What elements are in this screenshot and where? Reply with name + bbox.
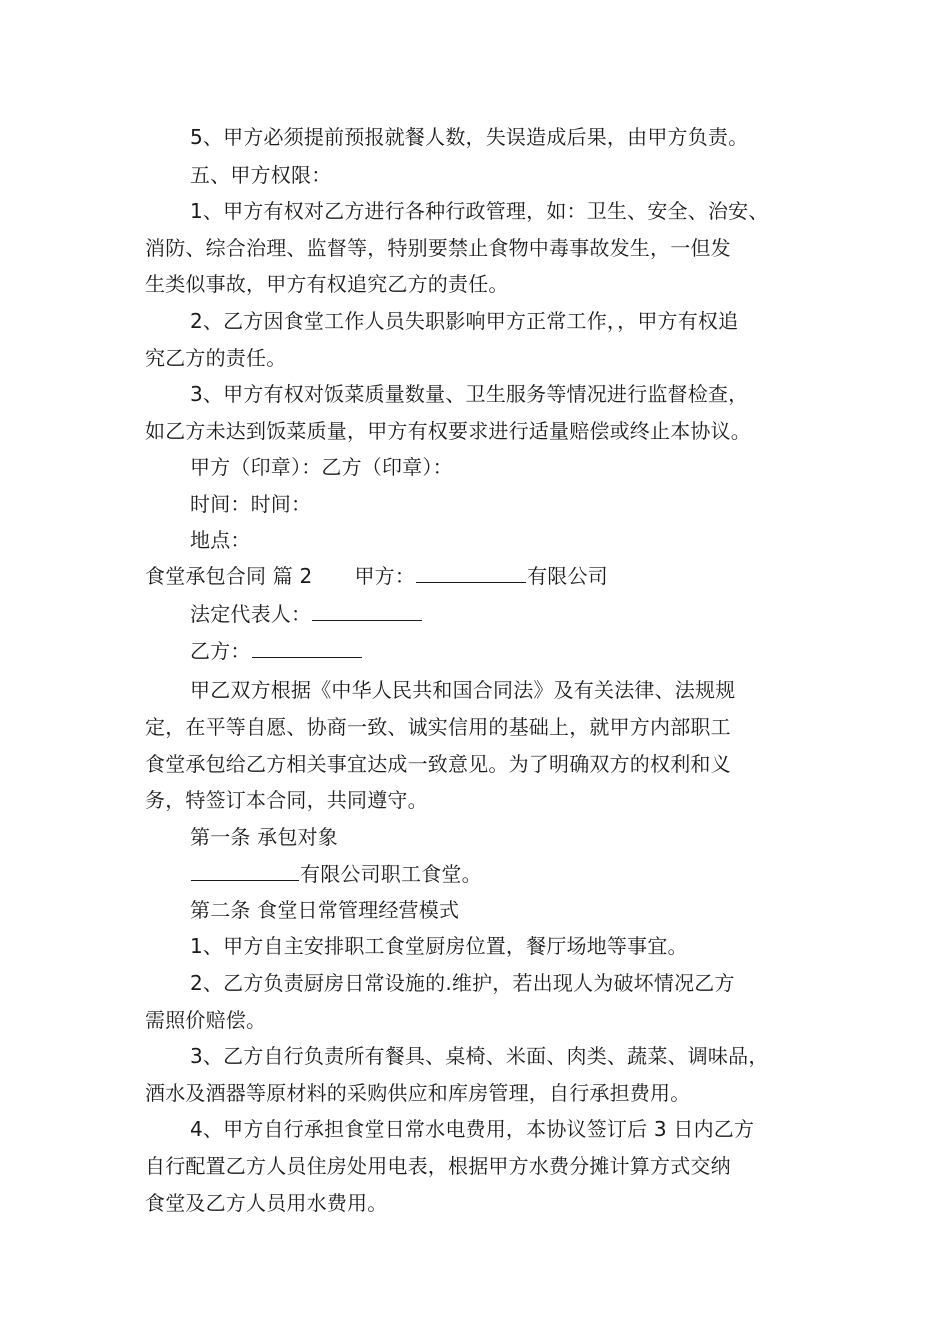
paragraph-line: 自行配置乙方人员住房处用电表，根据甲方水费分摊计算方式交纳 [145, 1154, 731, 1178]
paragraph-line: 务，特签订本合同，共同遵守。 [145, 788, 428, 812]
party-a-blank [416, 560, 526, 583]
paragraph-line: 3、甲方有权对饭菜质量数量、卫生服务等情况进行监督检查， [190, 382, 749, 406]
paragraph-line: 4、甲方自行承担食堂日常水电费用，本协议签订后 3 日内乙方 [190, 1117, 755, 1141]
paragraph-line: 1、甲方有权对乙方进行各种行政管理，如：卫生、安全、治安、 [190, 199, 769, 223]
section-heading: 五、甲方权限： [190, 163, 332, 187]
party-a-suffix: 有限公司 [527, 564, 608, 588]
paragraph-line: 酒水及酒器等原材料的采购供应和库房管理，自行承担费用。 [145, 1081, 691, 1105]
paragraph-line: 3、乙方自行负责所有餐具、桌椅、米面、肉类、蔬菜、调味品， [190, 1044, 769, 1068]
party-b-line [190, 635, 363, 666]
party-b-blank [252, 635, 362, 658]
paragraph-line: 2、乙方因食堂工作人员失职影响甲方正常工作，，甲方有权追 [190, 309, 739, 333]
article-heading: 第一条 承包对象 [190, 825, 338, 849]
paragraph-line: 需照价赔偿。 [145, 1008, 267, 1032]
paragraph-line: 食堂承包给乙方相关事宜达成一致意见。为了明确双方的权利和义 [145, 752, 731, 776]
paragraph-line: 如乙方未达到饭菜质量，甲方有权要求进行适量赔偿或终止本协议。 [145, 419, 751, 443]
paragraph-line: 2、乙方负责厨房日常设施的.维护，若出现人为破坏情况乙方 [190, 971, 735, 995]
paragraph-line: 食堂及乙方人员用水费用。 [145, 1191, 388, 1215]
paragraph-line: 甲乙双方根据《中华人民共和国合同法》及有关法律、法规规 [190, 678, 736, 702]
company-blank [191, 858, 299, 881]
article-heading: 第二条 食堂日常管理经营模式 [190, 898, 460, 922]
contract-object-text: 有限公司职工食堂。 [300, 862, 482, 886]
legal-rep-line [190, 598, 423, 629]
date-line: 时间：时间： [190, 492, 312, 516]
contract-title: 食堂承包合同 篇 2 [145, 564, 313, 588]
contract-object-line [190, 858, 482, 889]
paragraph-line: 究乙方的责任。 [145, 346, 287, 370]
location-line: 地点： [190, 528, 251, 552]
party-b-label: 乙方： [190, 639, 251, 663]
party-a-label: 甲方： [354, 564, 416, 588]
paragraph-line: 生类似事故，甲方有权追究乙方的责任。 [145, 272, 509, 296]
paragraph-line: 定，在平等自愿、协商一致、诚实信用的基础上，就甲方内部职工 [145, 715, 731, 739]
paragraph-line: 1、甲方自主安排职工食堂厨房位置，餐厅场地等事宜。 [190, 934, 688, 958]
contract-title-line [145, 560, 608, 591]
paragraph-line: 消防、综合治理、监督等，特别要禁止食物中毒事故发生，一但发 [145, 236, 731, 260]
legal-rep-blank [312, 598, 422, 621]
paragraph-line: 5、甲方必须提前预报就餐人数，失误造成后果，由甲方负责。 [190, 125, 749, 149]
legal-rep-label: 法定代表人： [190, 602, 312, 626]
signature-line: 甲方（印章）：乙方（印章）： [190, 455, 453, 479]
